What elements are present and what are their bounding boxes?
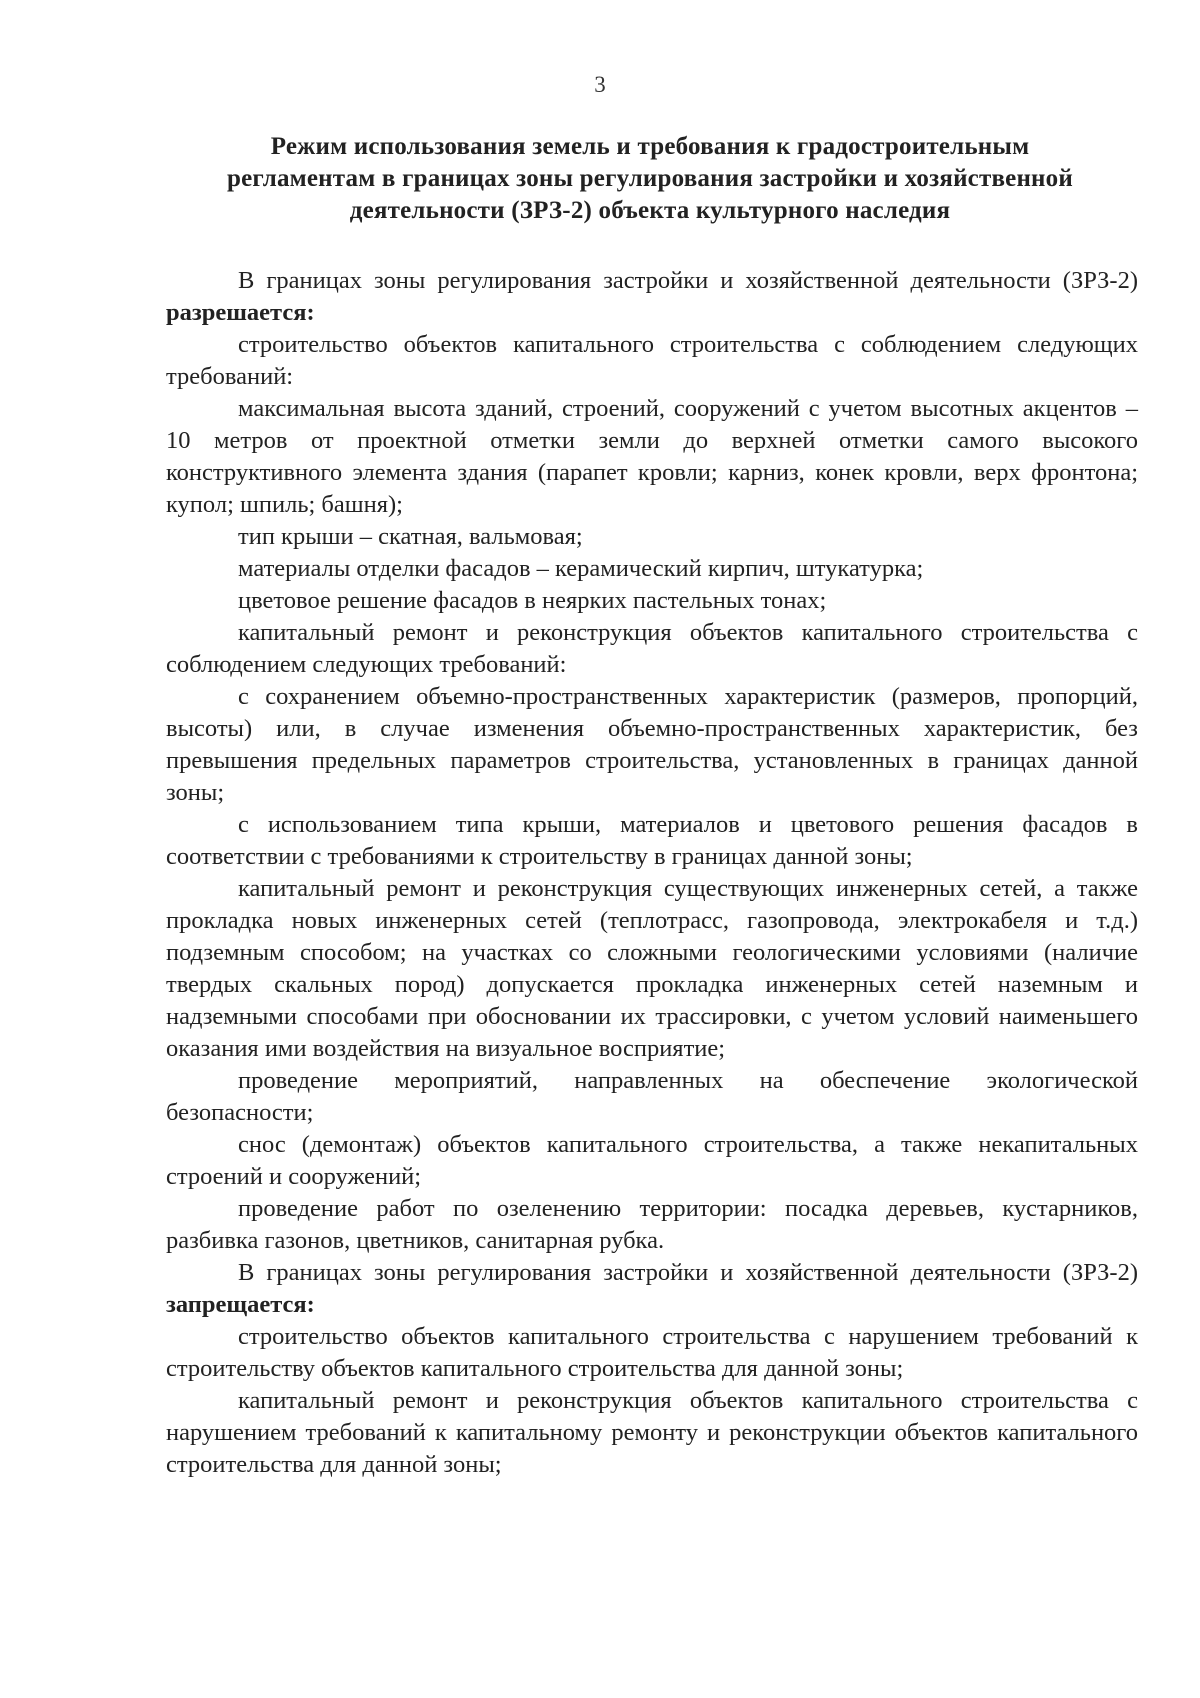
emphasis-prohibited: запрещается:: [166, 1291, 315, 1318]
document-body: [166, 265, 1138, 1481]
document-title: [170, 131, 1130, 227]
paragraph: капитальный ремонт и реконструкция существующих инженерных сетей, а также прокладка новых инженерных сетей (теплотрасс, газопровода, электрокабеля и т.д.) подземным способом; на участках со сложными геологическими условиями (наличие твердых скальных пород) допускается прокладка инженерных сетей наземным и надземными способами при обосновании их трассировки, с учетом условий наименьшего оказания ими воздействия на визуальное восприятие;: [166, 875, 1138, 1062]
paragraph: материалы отделки фасадов – керамический кирпич, штукатурка;: [238, 555, 924, 582]
paragraph: проведение работ по озеленению территории: посадка деревьев, кустарников, разбивка газонов, цветников, санитарная рубка.: [166, 1195, 1138, 1254]
paragraph: с использованием типа крыши, материалов и цветового решения фасадов в соответствии с требованиями к строительству в границах данной зоны;: [166, 811, 1138, 870]
paragraph: проведение мероприятий, направленных на обеспечение экологической безопасности;: [166, 1067, 1138, 1126]
title-line: деятельности (ЗРЗ-2) объекта культурного наследия: [349, 197, 951, 224]
paragraph: снос (демонтаж) объектов капитального строительства, а также некапитальных строений и сооружений;: [166, 1131, 1138, 1190]
paragraph: капитальный ремонт и реконструкция объектов капитального строительства с нарушением требований к капитальному ремонту и реконструкции объектов капитального строительства для данной зоны;: [166, 1387, 1138, 1478]
page-number: 3: [594, 72, 606, 97]
paragraph: В границах зоны регулирования застройки и хозяйственной деятельности (ЗРЗ-2) разрешается:: [166, 267, 1138, 326]
title-line: Режим использования земель и требования к градостроительным: [270, 133, 1030, 160]
paragraph: с сохранением объемно-пространственных характеристик (размеров, пропорций, высоты) или, в случае изменения объемно-пространственных характеристик, без превышения предельных параметров строительства, установленных в границах данной зоны;: [166, 683, 1138, 806]
emphasis-allowed: разрешается:: [166, 299, 315, 326]
paragraph: цветовое решение фасадов в неярких пастельных тонах;: [238, 587, 827, 614]
paragraph: тип крыши – скатная, вальмовая;: [238, 523, 583, 550]
paragraph: капитальный ремонт и реконструкция объектов капитального строительства с соблюдением следующих требований:: [166, 619, 1138, 678]
paragraph: В границах зоны регулирования застройки и хозяйственной деятельности (ЗРЗ-2) запрещается:: [166, 1259, 1138, 1318]
paragraph: максимальная высота зданий, строений, сооружений с учетом высотных акцентов – 10 метров от проектной отметки земли до верхней отметки самого высокого конструктивного элемента здания (парапет кровли; карниз, конек кровли, верх фронтона; купол; шпиль; башня);: [166, 395, 1138, 518]
title-line: регламентам в границах зоны регулирования застройки и хозяйственной: [227, 165, 1073, 192]
paragraph: строительство объектов капитального строительства с соблюдением следующих требований:: [166, 331, 1138, 390]
paragraph: строительство объектов капитального строительства с нарушением требований к строительству объектов капитального строительства для данной зоны;: [166, 1323, 1138, 1382]
